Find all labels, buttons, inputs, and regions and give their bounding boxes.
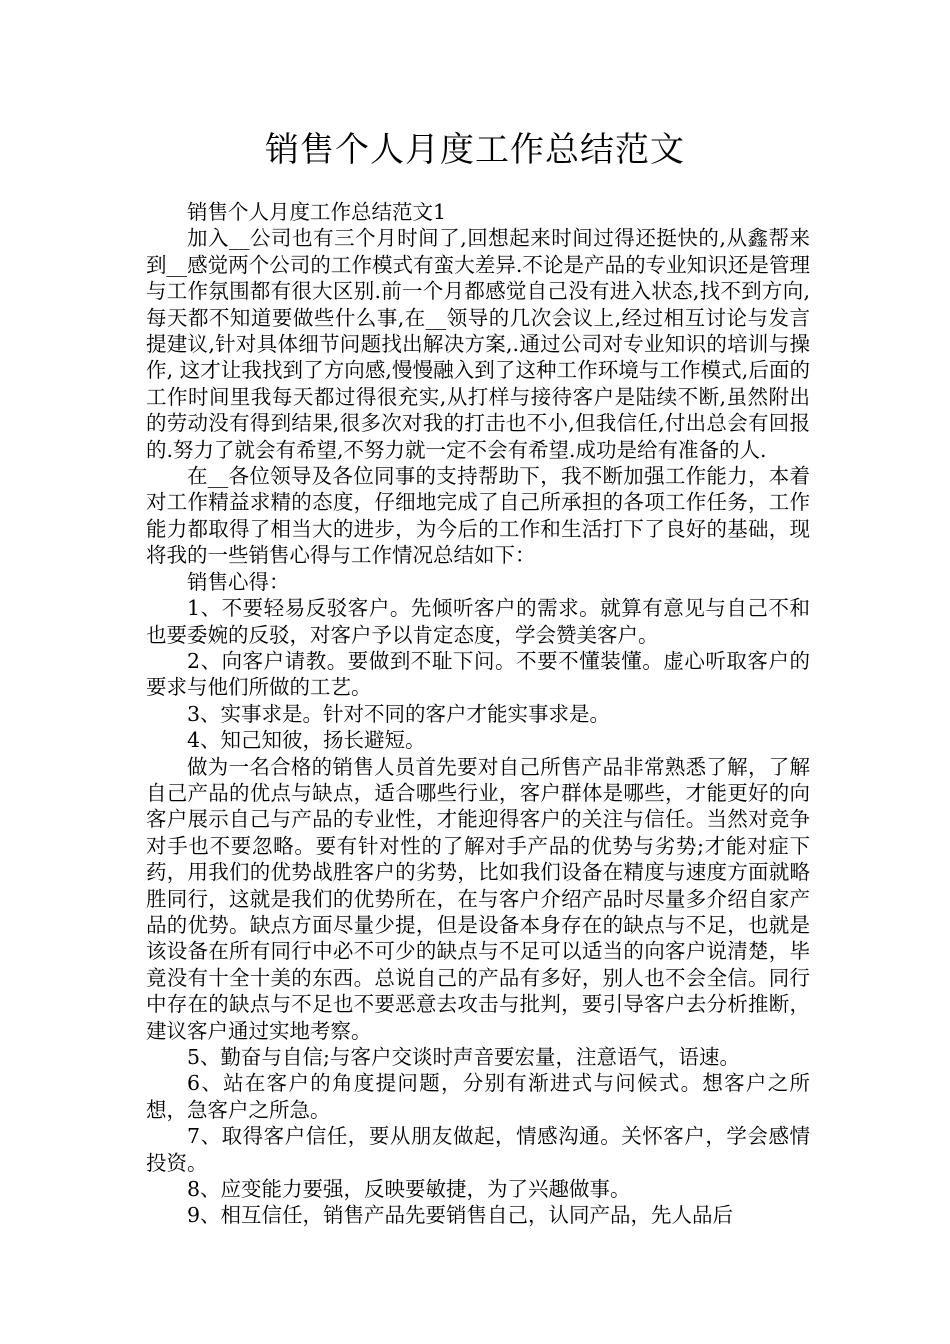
subheading: 销售心得： xyxy=(187,569,290,594)
list-item: 8、应变能力要强，反映要敏捷，为了兴趣做事。 xyxy=(187,1177,631,1202)
list-item: 1、不要轻易反驳客户。先倾听客户的需求。就算有意见与自己不和也要委婉的反驳，对客户予以肯定态度，学会赞美客户。 xyxy=(146,596,810,647)
list-item: 5、勤奋与自信;与客户交谈时声音要宏量，注意语气，语速。 xyxy=(187,1045,740,1069)
list-item: 9、相互信任，销售产品先要销售自己，认同产品，先人品后 xyxy=(187,1203,734,1228)
list-item: 7、取得客户信任，要从朋友做起，情感沟通。关怀客户，学会感情投资。 xyxy=(146,1124,810,1175)
section-heading: 销售个人月度工作总结范文1 xyxy=(187,200,447,224)
paragraph: 做为一名合格的销售人员首先要对自己所售产品非常熟悉了解，了解自己产品的优点与缺点，适合哪些行业，客户群体是哪些，才能更好的向客户展示自己与产品的专业性，才能迎得客户的关注与信任。当然对竞争对手也不要忽略。要有针对性的了解对手产品的优势与劣势;才能对症下药，用我们的优势战胜客户的劣势，比如我们设备在精度与速度方面就略胜同行，这就是我们的优势所在，在与客户介绍产品时尽量多介绍自家产品的优势。缺点方面尽量少提，但是设备本身存在的缺点与不足，也就是该设备在所有同行中必不可少的缺点与不足可以适当的向客户说清楚，毕竟没有十全十美的东西。总说自己的产品有多好，别人也不会全信。同行中存在的缺点与不足也不要恶意去攻击与批判，要引导客户去分析推断，建议客户通过实地考察。 xyxy=(146,754,810,1043)
document-body xyxy=(146,199,810,1229)
document-title: 销售个人月度工作总结范文 xyxy=(265,130,685,170)
list-item: 4、知己知彼，扬长避短。 xyxy=(187,728,426,753)
list-item: 6、站在客户的角度提问题，分别有渐进式与问候式。想客户之所想，急客户之所急。 xyxy=(146,1071,810,1122)
paragraph: 在__各位领导及各位同事的支持帮助下，我不断加强工作能力，本着对工作精益求精的态度，仔细地完成了自己所承担的各项工作任务，工作能力都取得了相当大的进步，为今后的工作和生活打下了良好的基础，现将我的一些销售心得与工作情况总结如下： xyxy=(146,464,810,568)
list-item: 2、向客户请教。要做到不耻下问。不要不懂装懂。虚心听取客户的要求与他们所做的工艺。 xyxy=(146,648,810,700)
paragraph: 加入__公司也有三个月时间了,回想起来时间过得还挺快的,从鑫帮来到__感觉两个公司的工作模式有蛮大差异.不论是产品的专业知识还是管理与工作氛围都有很大区别.前一个月都感觉自己没有进入状态,找不到方向,每天都不知道要做些什么事,在__领导的几次会议上,经过相互讨论与发言提建议,针对具体细节问题找出解决方案,.通过公司对专业知识的培训与操作, 这才让我找到了方向感,慢慢融入到了这种工作环境与工作模式,后面的工作时间里我每天都过得很充实,从打样与接待客户是陆续不断,虽然附出的劳动没有得到结果,很多次对我的打击也不小,但我信任,付出总会有回报的.努力了就会有希望,不努力就一定不会有希望.成功是给有准备的人. xyxy=(146,226,810,462)
list-item: 3、实事求是。针对不同的客户才能实事求是。 xyxy=(187,701,611,726)
